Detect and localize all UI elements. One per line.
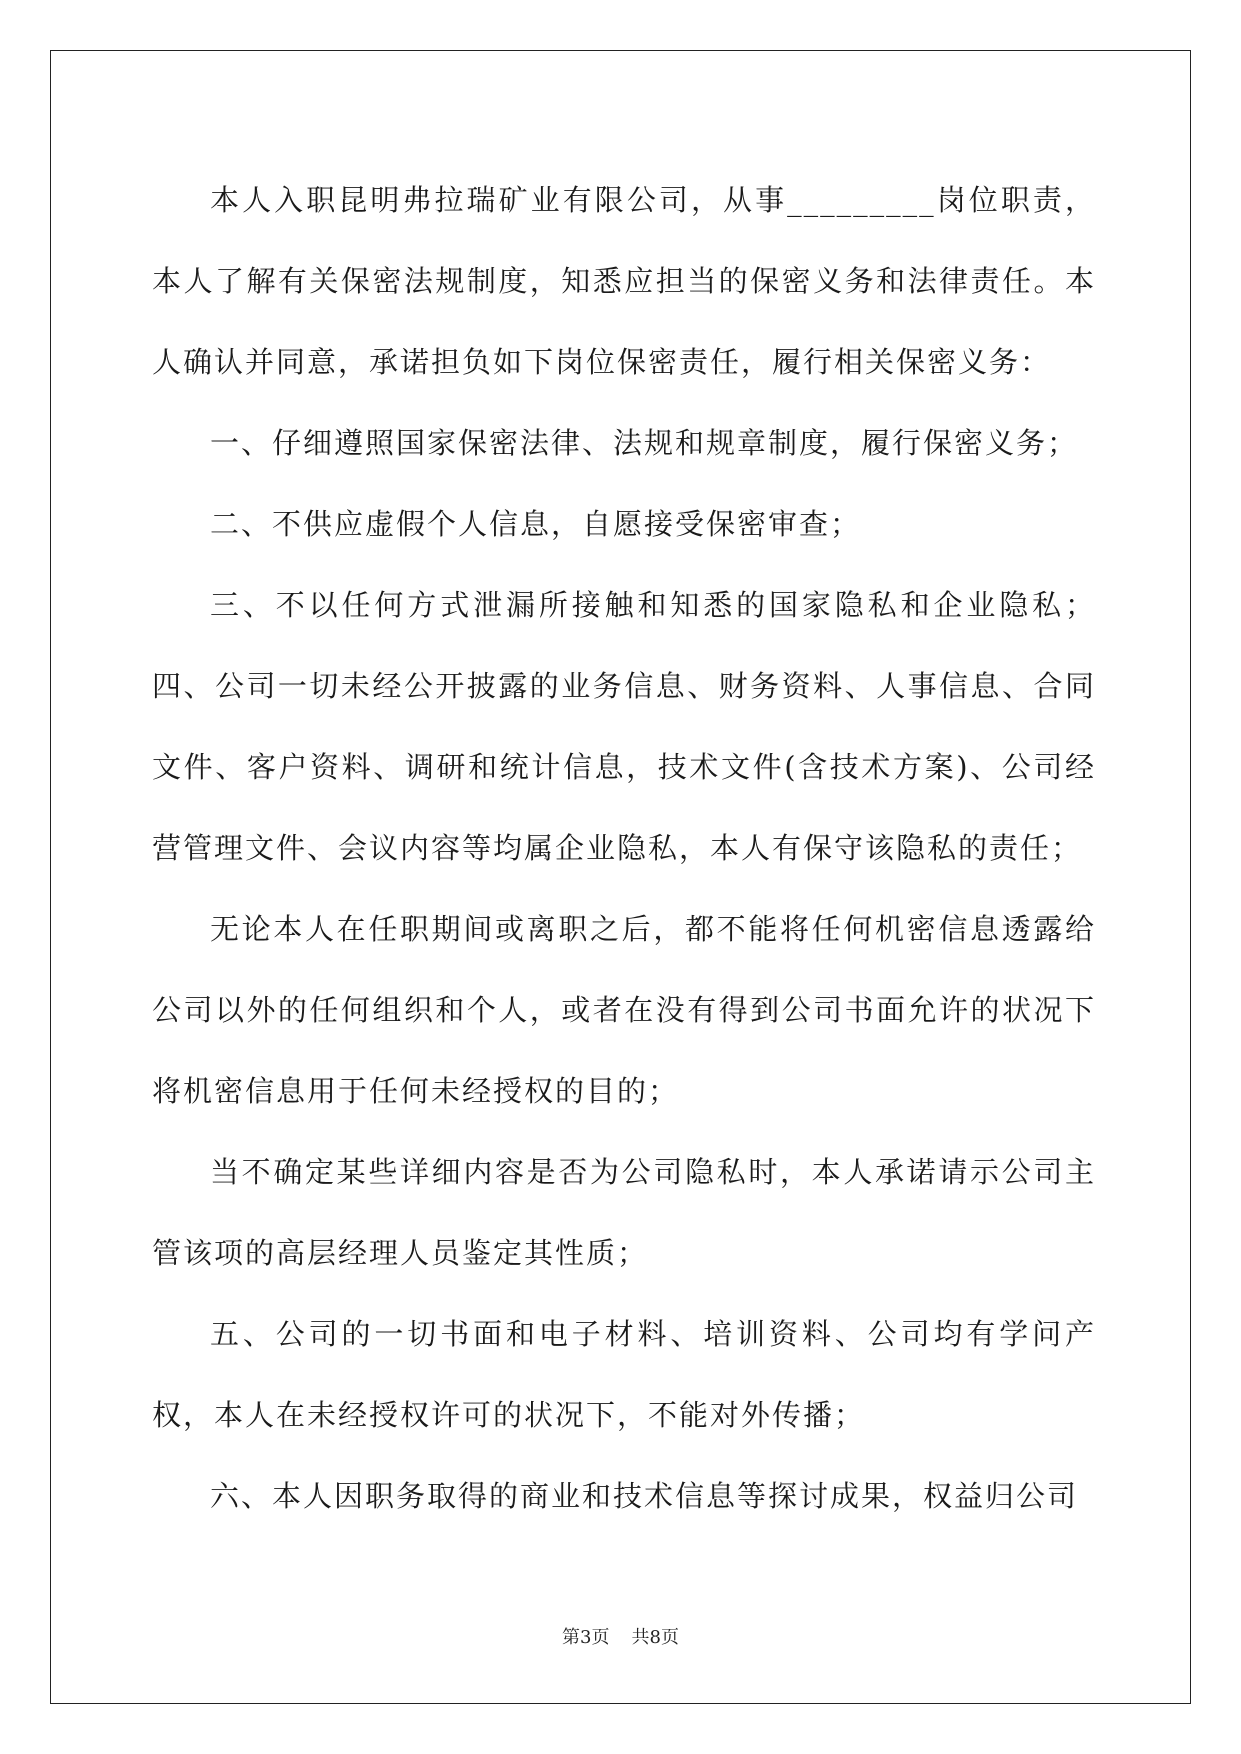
paragraph-item-1: 一、仔细遵照国家保密法律、法规和规章制度，履行保密义务； (210, 426, 1079, 460)
document-body (152, 160, 1096, 1537)
page-number-total: 共8页 (631, 1627, 679, 1648)
paragraph-confidential-info: 无论本人在任职期间或离职之后，都不能将任何机密信息透露给公司以外的任何组织和个人，或者在没有得到公司书面允许的状况下将机密信息用于任何未经授权的目的； (152, 912, 1096, 1108)
page-number-current: 第3页 (562, 1627, 610, 1648)
page-footer (0, 1623, 1241, 1649)
paragraph-item-5: 五、公司的一切书面和电子材料、培训资料、公司均有学问产权，本人在未经授权许可的状况下，不能对外传播； (152, 1317, 1096, 1432)
paragraph-item-3-4: 三、不以任何方式泄漏所接触和知悉的国家隐私和企业隐私；四、公司一切未经公开披露的业务信息、财务资料、人事信息、合同文件、客户资料、调研和统计信息，技术文件(含技术方案)、公司经营管理文件、会议内容等均属企业隐私，本人有保守该隐私的责任； (152, 588, 1096, 865)
paragraph-intro: 本人入职昆明弗拉瑞矿业有限公司，从事_________岗位职责，本人了解有关保密法规制度，知悉应担当的保密义务和法律责任。本人确认并同意，承诺担负如下岗位保密责任，履行相关保密义务： (152, 183, 1096, 379)
paragraph-item-2: 二、不供应虚假个人信息，自愿接受保密审查； (210, 507, 862, 541)
paragraph-uncertain-content: 当不确定某些详细内容是否为公司隐私时，本人承诺请示公司主管该项的高层经理人员鉴定其性质； (152, 1155, 1096, 1270)
paragraph-item-6: 六、本人因职务取得的商业和技术信息等探讨成果，权益归公司 (210, 1479, 1079, 1513)
